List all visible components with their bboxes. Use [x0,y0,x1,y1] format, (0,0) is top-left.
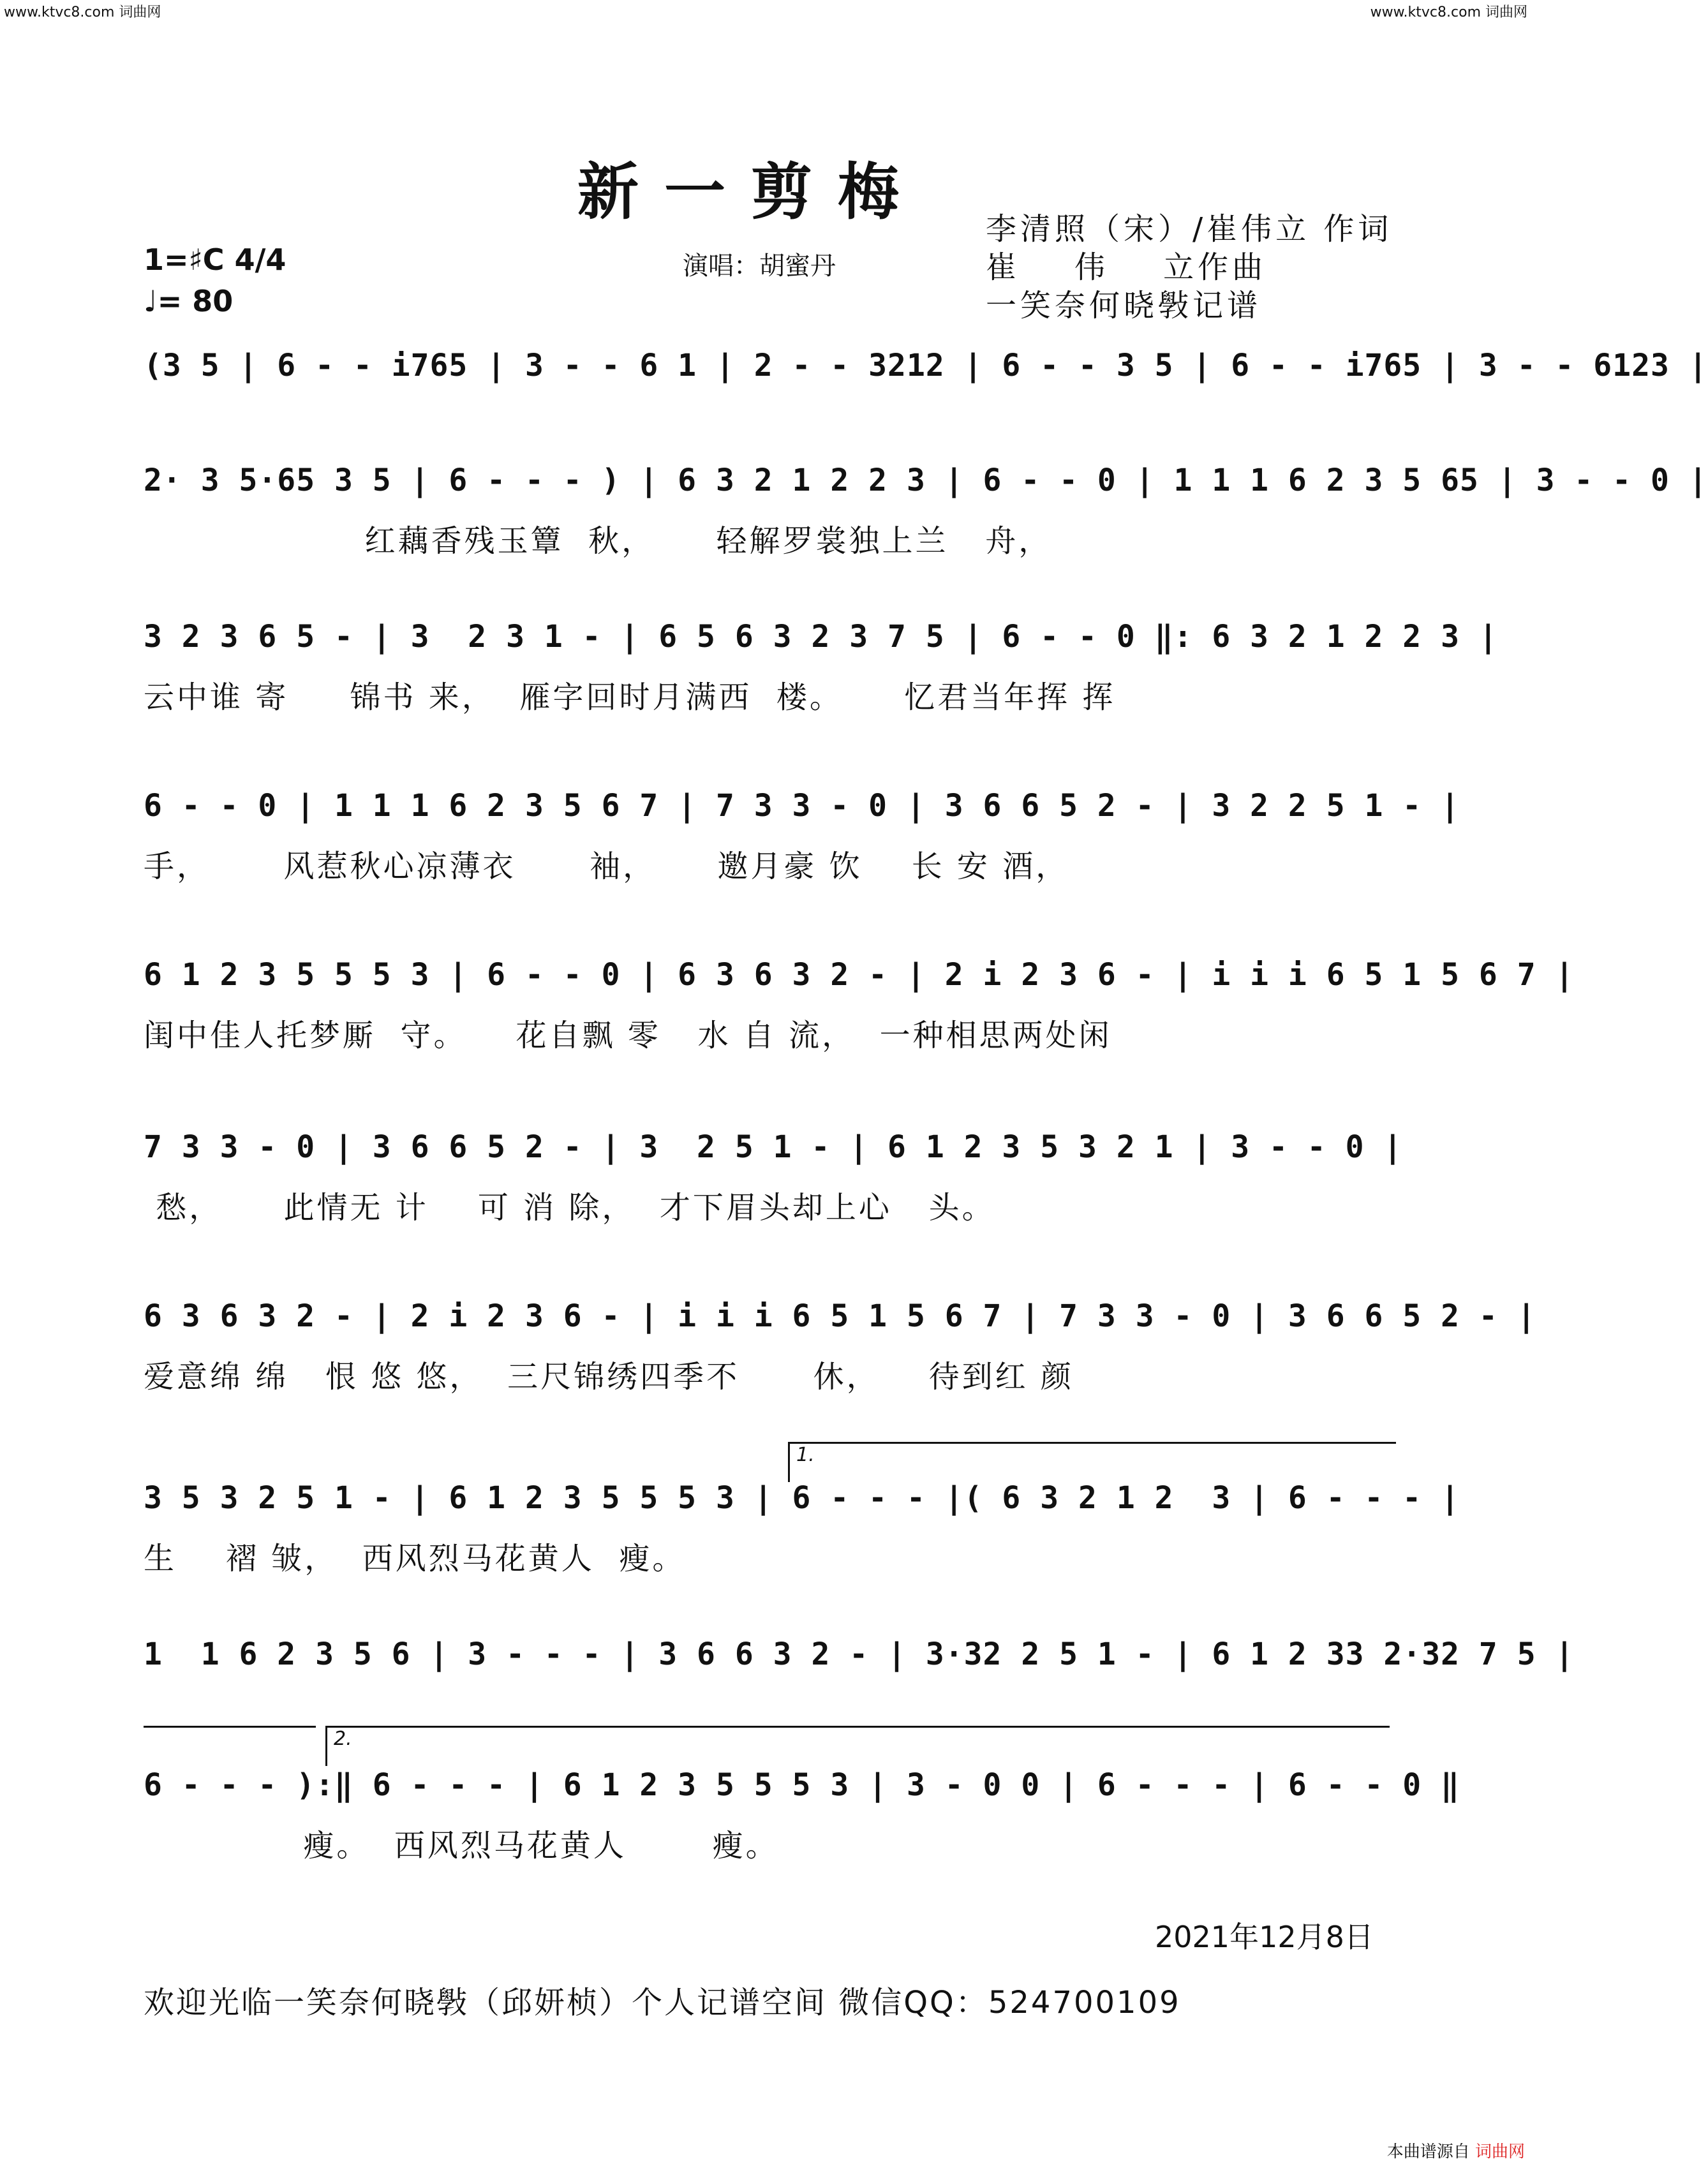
notation: 6 1 2 3 5 5 5 3 | 6 - - 0 | 6 3 6 3 2 - | 2 i 2 3 6 - | i i i 6 5 1 5 6 7 | [144,957,1575,993]
score-line-9 [144,1636,1575,1700]
notation: (3 5 | 6 - - i765 | 3 - - 6 1 | 2 - - 3212 | 6 - - 3 5 | 6 - - i765 | 3 - - 6123 | [144,348,1708,383]
lyricist-credit: 李清照（宋）/崔伟立 作词 [986,211,1393,247]
score-line-6 [144,1129,1403,1226]
score-line-2 [144,463,1708,559]
lyrics: 爱意绵 绵 恨 悠 悠， 三尺锦绣四季不 休， 待到红 颜 [144,1359,1074,1395]
score-line-7 [144,1298,1536,1395]
transcriber-credit: 一笑奈何晓斅记谱 [986,288,1262,323]
score-line-10 [144,1767,1460,1864]
score-line-3 [144,619,1498,715]
welcome-note: 欢迎光临一笑奈何晓斅（邱妍桢）个人记谱空间 微信QQ：524700109 [144,1985,1181,2021]
lyrics: 手， 风惹秋心凉薄衣 袖， 邀月豪 饮 长 安 酒， [144,849,1069,884]
volta-second-ending [325,1726,1390,1766]
lyrics: 云中谁 寄 锦书 来， 雁字回时月满西 楼。 忆君当年挥 挥 [144,679,1116,715]
footer-source-text: 本曲谱源自 [1386,2142,1470,2162]
lyrics: 闺中佳人托梦厮 守。 花自飘 零 水 自 流， 一种相思两处闲 [144,1018,1112,1053]
notation: 6 - - - ):‖ 6 - - - | 6 1 2 3 5 5 5 3 | 3 - 0 0 | 6 - - - | 6 - - 0 ‖ [144,1767,1460,1803]
score-line-5 [144,957,1575,1053]
volta-first-continuation [144,1726,316,1728]
page-title: 新一剪梅 [577,156,925,228]
site-url-right: www.ktvc8.com 词曲网 [1370,4,1527,20]
volta-label: 1. [796,1444,815,1466]
score-line-8 [144,1480,1460,1576]
lyrics: 生 褶 皱， 西风烈马花黄人 瘦。 [144,1541,686,1576]
key-signature: 1=♯C 4/4 [144,242,286,277]
score-line-1 [144,348,1708,443]
volta-label: 2. [334,1728,352,1750]
lyrics: 愁， 此情无 计 可 消 除， 才下眉头却上心 头。 [144,1190,995,1226]
tempo-marking: ♩= 80 [144,284,234,318]
score-line-4 [144,788,1460,884]
volta-first-ending [788,1442,1396,1482]
notation: 3 5 3 2 5 1 - | 6 1 2 3 5 5 5 3 | 6 - - - |( 6 3 2 1 2 3 | 6 - - - | [144,1480,1460,1516]
site-url-left: www.ktvc8.com 词曲网 [4,4,161,20]
lyrics: 红藕香残玉簟 秋， 轻解罗裳独上兰 舟， [144,523,1052,559]
singer-credit: 演唱：胡蜜丹 [683,251,836,281]
notation: 1 1 6 2 3 5 6 | 3 - - - | 3 6 6 3 2 - | 3·32 2 5 1 - | 6 1 2 33 2·32 7 5 | [144,1636,1575,1672]
notation: 7 3 3 - 0 | 3 6 6 5 2 - | 3 2 5 1 - | 6 1 2 3 5 3 2 1 | 3 - - 0 | [144,1129,1403,1165]
notation: 3 2 3 6 5 - | 3 2 3 1 - | 6 5 6 3 2 3 7 5 | 6 - - 0 ‖: 6 3 2 1 2 2 3 | [144,619,1498,655]
transcription-date: 2021年12月8日 [1155,1920,1374,1954]
composer-credit: 崔 伟 立作曲 [986,249,1267,285]
notation: 6 - - 0 | 1 1 1 6 2 3 5 6 7 | 7 3 3 - 0 | 3 6 6 5 2 - | 3 2 2 5 1 - | [144,788,1460,824]
footer-site-name: 词曲网 [1474,2142,1525,2162]
source-footer [1387,2139,1525,2162]
notation: 6 3 6 3 2 - | 2 i 2 3 6 - | i i i 6 5 1 5 6 7 | 7 3 3 - 0 | 3 6 6 5 2 - | [144,1298,1536,1334]
lyrics: 瘦。 西风烈马花黄人 瘦。 [144,1828,779,1864]
notation: 2· 3 5·65 3 5 | 6 - - - ) | 6 3 2 1 2 2 3 | 6 - - 0 | 1 1 1 6 2 3 5 65 | 3 - - 0 | [144,463,1708,498]
